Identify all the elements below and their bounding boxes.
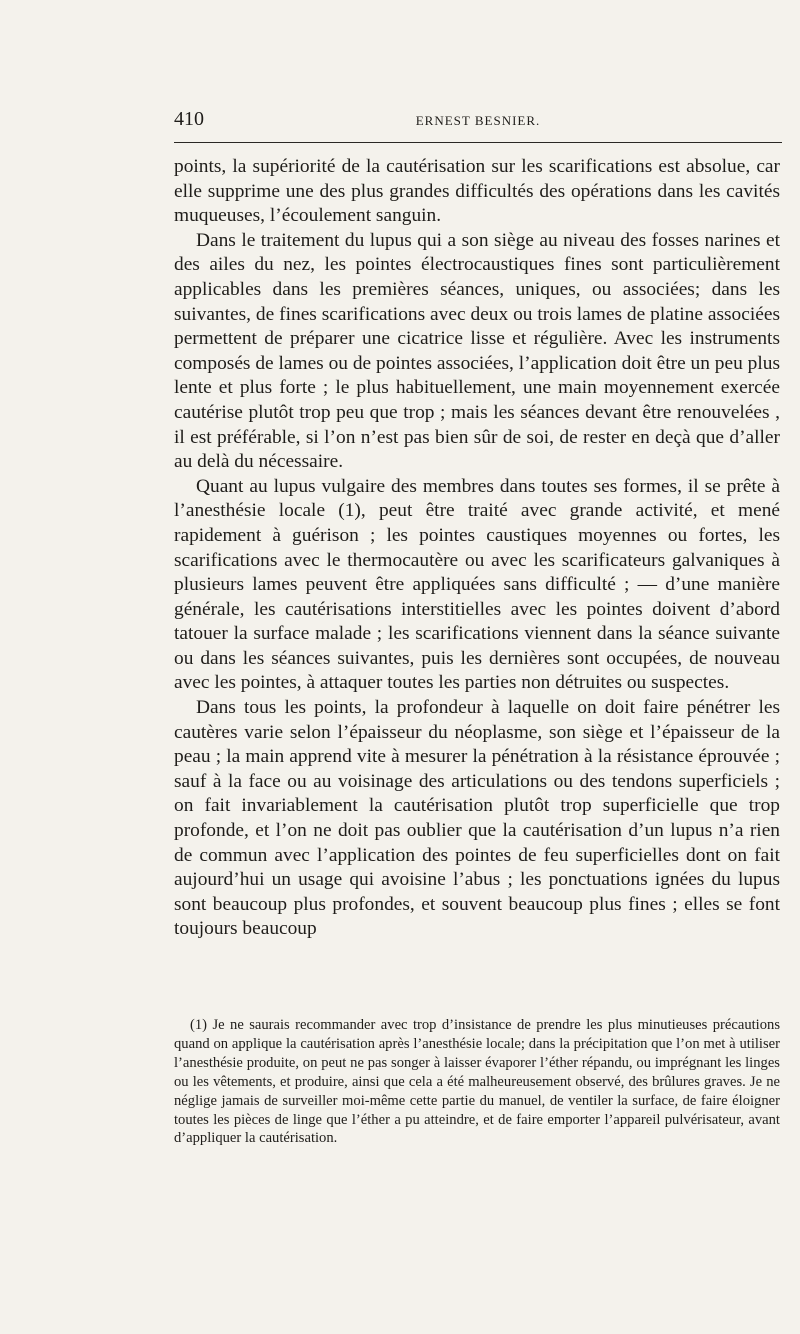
paragraph: Dans le traitement du lupus qui a son siège au niveau des fosses narines et des ailes du nez, les pointes électrocaustiques fines sont particulièrement applicables dans les premières séances, uniques, ou associées; dans les suivantes, de fines scarifications avec deux ou trois lames de platine associées permettent de préparer une cicatrice lisse et régulière. Avec les instruments composés de lames ou de pointes associées, l’application doit être un peu plus lente et plus forte ; le plus habituellement, une main moyennement exercée cautérise plutôt trop peu que trop ; mais les séances devant être renouvelées , il est préférable, si l’on n’est pas bien sûr de soi, de rester en deçà que d’aller au delà du nécessaire.: [174, 229, 780, 473]
paragraph: points, la supériorité de la cautérisation sur les scarifications est absolue, car elle supprime une des plus grandes difficultés des opérations dans les cavités muqueuses, l’écoulement sanguin.: [174, 156, 780, 227]
paragraph: Quant au lupus vulgaire des membres dans toutes ses formes, il se prête à l’anesthésie locale (1), peut être traité avec grande activité, et mené rapidement à guérison ; les pointes caustiques moyennes ou fortes, les scarifications avec le thermocautère ou avec les scarificateurs galvaniques à plusieurs lames peuvent être appliquées sans difficulté ; — d’une manière générale, les cautérisations interstitielles avec les pointes doivent d’abord tatouer la surface malade ; les scarifications viennent dans la séance suivante ou dans les séances suivantes, puis les dernières sont occupées, de nouveau avec les pointes, à attaquer toutes les parties non détruites ou suspectes.: [174, 475, 780, 694]
body-text: [174, 155, 780, 942]
running-head: [174, 108, 782, 138]
footnotes: [174, 1016, 780, 1148]
footnote: (1) Je ne saurais recommander avec trop d’insistance de prendre les plus minutieuses précautions quand on applique la cautérisation après l’anesthésie locale; dans la précipitation que l’on met à utiliser l’anesthésie produite, on peut ne pas songer à laisser évaporer l’éther répandu, ou imprégnant les linges ou les vêtements, et produire, ainsi que cela a été malheureusement observé, des brûlures graves. Je ne néglige jamais de surveiller moi-même cette partie du manuel, de ventiler la surface, de faire éloigner toutes les pièces de linge que l’éther a pu atteindre, et de faire emporter l’appareil pulvérisateur, avant d’appliquer la cautérisation.: [174, 1017, 780, 1147]
page-number: 410: [174, 108, 204, 130]
running-title: ERNEST BESNIER.: [415, 113, 541, 128]
paragraph: Dans tous les points, la profondeur à laquelle on doit faire pénétrer les cautères varie selon l’épaisseur du néoplasme, son siège et l’épaisseur de la peau ; la main apprend vite à mesurer la pénétration à la résistance éprouvée ; sauf à la face ou au voisinage des articulations ou des tendons superficiels ; on fait invariablement la cautérisation plutôt trop superficielle que trop profonde, et l’on ne doit pas oublier que la cautérisation d’un lupus n’a rien de commun avec l’application des pointes de feu superficielles dont on fait aujourd’hui un usage qui avoisine l’abus ; les ponctuations ignées du lupus sont beaucoup plus profondes, et souvent beaucoup plus fines ; elles se font toujours beaucoup: [174, 697, 780, 940]
header-rule: [174, 142, 782, 143]
